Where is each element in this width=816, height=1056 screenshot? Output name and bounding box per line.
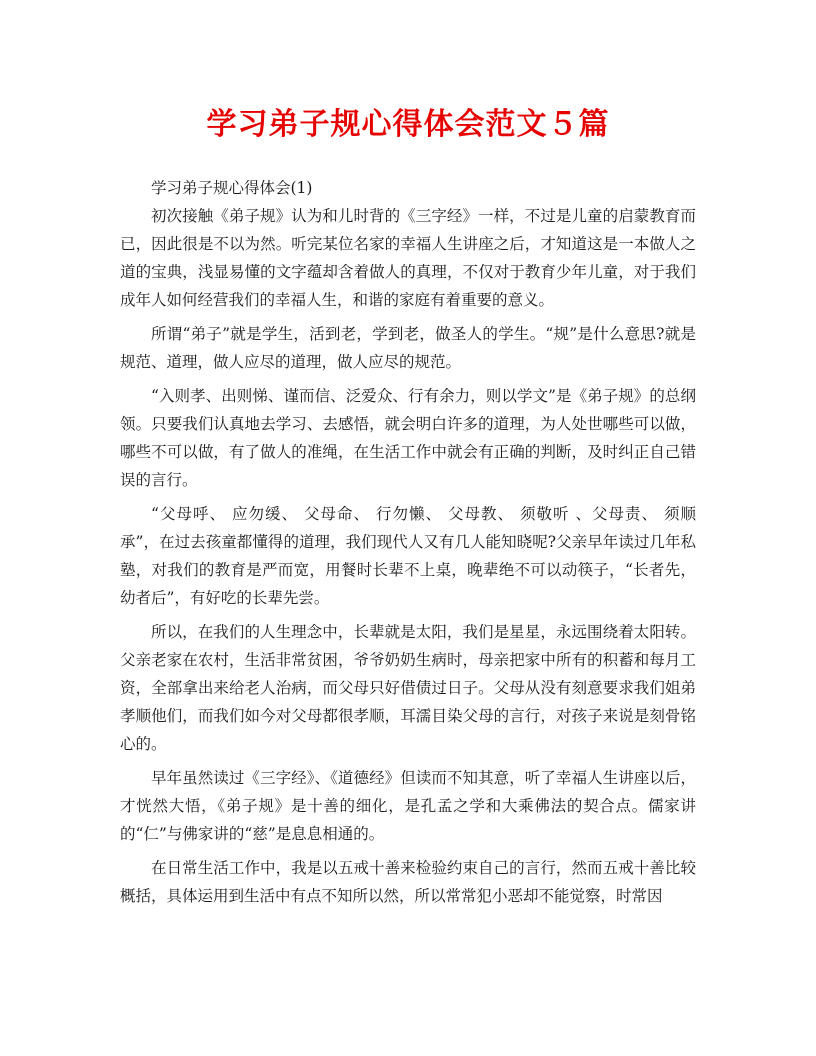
paragraph-3: “入则孝、出则悌、谨而信、泛爱众、行有余力，则以学文”是《弟子规》的总纲领。只要我们认真地去学习、去感悟，就会明白许多的道理，为人处世哪些可以做，哪些不可以做，有了做人的准绳，在生活工作中就会有正确的判断，及时纠正自己错误的言行。 [120,387,696,489]
paragraph-5: 所以，在我们的人生理念中，长辈就是太阳，我们是星星，永远围绕着太阳转。父亲老家在农村，生活非常贫困，爷爷奶奶生病时，母亲把家中所有的积蓄和每月工资，全部拿出来给老人治病，而父母只好借债过日子。父母从没有刻意要求我们姐弟孝顺他们，而我们如今对父母都很孝顺，耳濡目染父母的言行，对孩子来说是刻骨铭心的。 [120,623,696,753]
paragraph-1: 初次接触《弟子规》认为和儿时背的《三字经》一样，不过是儿童的启蒙教育而已，因此很是不以为然。听完某位名家的幸福人生讲座之后，才知道这是一本做人之道的宝典，浅显易懂的文字蕴却含着做人的真理，不仅对于教育少年儿童，对于我们成年人如何经营我们的幸福人生，和谐的家庭有着重要的意义。 [120,207,696,309]
paragraph-7: 在日常生活工作中，我是以五戒十善来检验约束自己的言行，然而五戒十善比较概括，具体运用到生活中有点不知所以然，所以常常犯小恶却不能觉察，时常因 [120,859,696,905]
document-title: 学习弟子规心得体会范文５篇 [206,107,610,142]
paragraph-6: 早年虽然读过《三字经》、《道德经》但读而不知其意，听了幸福人生讲座以后，才恍然大悟，《弟子规》是十善的细化，是孔孟之学和大乘佛法的契合点。儒家讲的“仁”与佛家讲的“慈”是息息相通的。 [120,769,696,843]
paragraph-4: “父母呼、 应勿缓、 父母命、 行勿懒、 父母教、 须敬听 、父母责、 须顺承”，在过去孩童都懂得的道理，我们现代人又有几人能知晓呢?父亲早年读过几年私塾，对我们的教育是严而宽，用餐时长辈不上桌，晚辈绝不可以动筷子，“长者先，幼者后”，有好吃的长辈先尝。 [120,505,696,607]
section-heading: 学习弟子规心得体会(1) [151,179,313,197]
paragraph-2: 所谓“弟子”就是学生，活到老，学到老，做圣人的学生。“规”是什么意思?就是规范、道理，做人应尽的道理，做人应尽的规范。 [120,325,696,371]
